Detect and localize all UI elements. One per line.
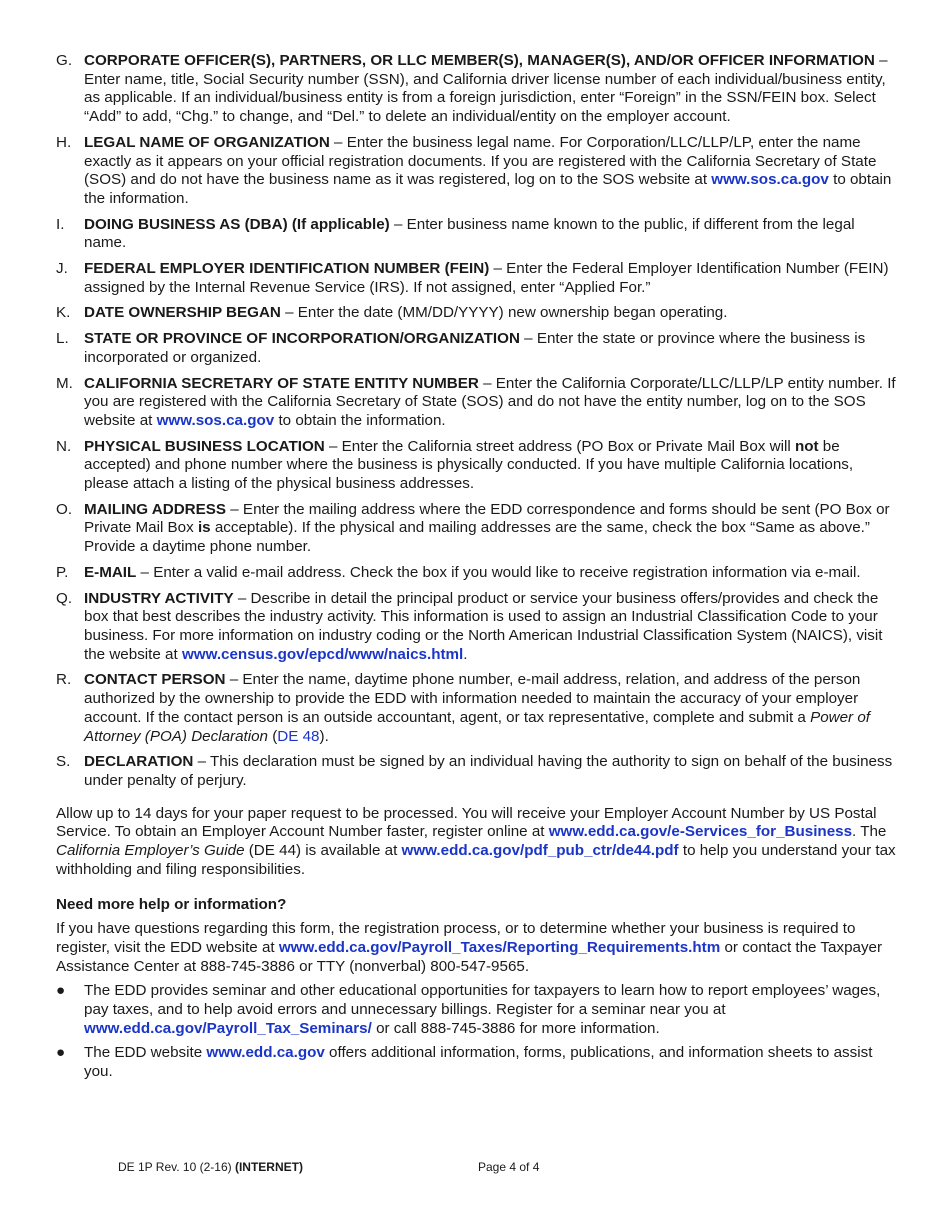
item-text: – This declaration must be signed by an individual having the authority to sign on behalf of the business under penalty of perjury. — [84, 753, 893, 789]
item-letter: R. — [56, 671, 72, 689]
item-letter: K. — [56, 304, 71, 322]
de44-guide-link[interactable]: www.edd.ca.gov/pdf_pub_ctr/de44.pdf — [401, 842, 679, 860]
form-id-text: DE 1P Rev. 10 (2-16) — [118, 1160, 235, 1174]
item-text-after: . — [463, 645, 468, 663]
form-id-internet: (INTERNET) — [234, 1160, 303, 1174]
item-heading: E-MAIL — [84, 563, 137, 581]
item-heading: CONTACT PERSON — [84, 671, 226, 689]
bullet-text: The EDD website — [84, 1044, 207, 1062]
help-paragraph — [56, 920, 898, 976]
item-text: – Enter the California Corporate/LLC/LLP/LP entity number. If you are registered with the California Secretary of State (SOS) and do not have the entity number, log on to the SOS website at — [84, 374, 896, 429]
item-text: – Enter name, title, Social Security number (SSN), and California driver license number of each individual/business entity, as applicable. If an individual/business entity is from a foreign jurisdiction, enter “Foreign” in the SSN/FEIN box. Select “Add” to add, “Chg.” to change, and “Del.” to delete an individual/entity on the employer account. — [84, 52, 888, 126]
bullet-text: offers additional information, forms, publications, and information sheets to assist you. — [84, 1044, 873, 1081]
item-text: – Enter the Federal Employer Identification Number (FEIN) assigned by the Internal Revenue Service (IRS). If not assigned, enter “Applied For.” — [84, 260, 889, 296]
item-heading: DECLARATION — [84, 753, 194, 771]
form-identifier — [118, 1159, 303, 1175]
instruction-item-o — [56, 501, 898, 557]
paragraph-text: to help you understand your tax withholding and filing responsibilities. — [56, 842, 896, 878]
bullet-text: The EDD provides seminar and other educational opportunities for taxpayers to learn how to report employees’ wages, pay taxes, and to help avoid errors and unnecessary billings. Register for a seminar near you at — [84, 982, 881, 1018]
item-heading: STATE OR PROVINCE OF INCORPORATION/ORGANIZATION — [84, 330, 520, 348]
item-text: – Enter the California street address (PO Box or Private Mail Box will — [324, 437, 795, 455]
instruction-item-q — [56, 590, 898, 665]
de48-form-link[interactable]: DE 48 — [277, 727, 320, 745]
item-letter: O. — [56, 500, 73, 518]
instruction-item-g — [56, 52, 898, 127]
help-heading: Need more help or information? — [56, 896, 287, 914]
reporting-requirements-link[interactable]: www.edd.ca.gov/Payroll_Taxes/Reporting_Requirements.htm — [278, 938, 721, 956]
instruction-item-k — [56, 304, 898, 323]
item-heading: FEDERAL EMPLOYER IDENTIFICATION NUMBER (FEIN) — [84, 260, 490, 278]
item-letter: G. — [56, 52, 73, 69]
item-heading: DOING BUSINESS AS (DBA) (If applicable) — [84, 215, 390, 233]
item-text: – Enter the name, daytime phone number, e-mail address, relation, and address of the person authorized by the ownership to provide the EDD with information needed to maintain the accuracy of your employer account. If the contact person is an outside accountant, agent, or tax representative, complete and submit a — [84, 671, 861, 726]
item-text: – Enter the date (MM/DD/YYYY) new ownership began operating. — [280, 304, 728, 322]
item-letter: P. — [56, 563, 69, 581]
item-text: – Enter business name known to the public, if different from the legal name. — [84, 215, 855, 252]
item-text: – Enter the state or province where the business is incorporated or organized. — [84, 330, 866, 366]
item-emphasis: is — [197, 519, 211, 537]
item-letter: J. — [56, 260, 68, 278]
item-text: – Enter the business legal name. For Corporation/LLC/LLP/LP, enter the name exactly as it appears on your official registration documents. If you are registered with the California Secretary of State (SOS) and do not have the business name as it was registered, log on to the SOS website at — [84, 133, 877, 189]
instruction-item-i — [56, 216, 898, 253]
edd-website-link[interactable]: www.edd.ca.gov — [206, 1044, 325, 1062]
item-text-after: acceptable). If the physical and mailing addresses are the same, check the box “Same as above.” Provide a daytime phone number. — [84, 519, 870, 556]
instruction-item-h — [56, 134, 898, 209]
item-text: – Enter a valid e-mail address. Check the box if you would like to receive registration information via e-mail. — [136, 563, 861, 581]
instruction-item-l — [56, 330, 898, 367]
sos-website-link[interactable]: www.sos.ca.gov — [711, 171, 829, 189]
item-heading: CORPORATE OFFICER(S), PARTNERS, OR LLC MEMBER(S), MANAGER(S), AND/OR OFFICER INFORMATION — [84, 52, 875, 69]
sos-website-link[interactable]: www.sos.ca.gov — [156, 411, 275, 429]
paragraph-text: If you have questions regarding this form, the registration process, or to determine whether your business is required to register, visit the EDD website at — [56, 920, 856, 956]
item-text-after: be accepted) and phone number where the business is physically conducted. If you have multiple California locations, please attach a listing of the physical business addresses. — [84, 437, 854, 493]
item-letter: N. — [56, 437, 72, 455]
instruction-item-m — [56, 375, 898, 431]
item-heading: PHYSICAL BUSINESS LOCATION — [84, 437, 325, 455]
item-letter: M. — [56, 374, 73, 392]
page-number: Page 4 of 4 — [478, 1160, 540, 1174]
processing-time-paragraph — [56, 805, 898, 880]
guide-title: California Employer’s Guide — [56, 842, 245, 860]
item-heading: DATE OWNERSHIP BEGAN — [84, 304, 281, 322]
item-letter: S. — [56, 753, 71, 771]
bullet-icon: ● — [56, 1044, 66, 1062]
item-letter: I. — [56, 215, 65, 233]
instruction-item-j — [56, 260, 898, 297]
instruction-item-r — [56, 671, 898, 746]
item-emphasis: not — [794, 437, 819, 455]
instruction-item-p — [56, 564, 898, 583]
item-letter: L. — [56, 330, 69, 348]
item-letter: Q. — [56, 589, 73, 607]
item-letter: H. — [56, 133, 72, 151]
seminars-link[interactable]: www.edd.ca.gov/Payroll_Tax_Seminars/ — [84, 1019, 372, 1037]
bullet-seminars — [56, 982, 898, 1038]
bullet-website — [56, 1044, 898, 1081]
item-text: – Describe in detail the principal product or service your business offers/provides and check the box that best describes the industry activity. This information is used to assign an Industrial Classification Code to your business. For more information on industry coding or the North American Industrial Classification System (NAICS), visit the website at — [84, 589, 883, 663]
instruction-item-n — [56, 438, 898, 494]
item-heading: LEGAL NAME OF ORGANIZATION — [84, 133, 330, 151]
item-text-mid: ( — [268, 727, 278, 745]
item-italic: Power of Attorney (POA) Declaration — [84, 708, 870, 745]
paragraph-text: Allow up to 14 days for your paper request to be processed. You will receive your Employer Account Number by US Postal Service. To obtain an Employer Account Number faster, register online at — [56, 804, 877, 841]
paragraph-text: . The — [852, 823, 887, 841]
e-services-link[interactable]: www.edd.ca.gov/e-Services_for_Business — [548, 823, 853, 841]
item-text-after: ). — [319, 727, 329, 745]
item-text-after: to obtain the information. — [274, 411, 446, 429]
bullet-icon: ● — [56, 982, 66, 1000]
naics-website-link[interactable]: www.census.gov/epcd/www/naics.html — [181, 645, 464, 663]
item-heading: CALIFORNIA SECRETARY OF STATE ENTITY NUMBER — [84, 374, 479, 392]
paragraph-text: or contact the Taxpayer Assistance Center at 888-745-3886 or TTY (nonverbal) 800-547-9565. — [56, 938, 883, 975]
item-text-after: to obtain the information. — [84, 171, 892, 207]
item-heading: MAILING ADDRESS — [84, 500, 227, 518]
instructions-page — [56, 52, 898, 1082]
bullet-text: or call 888-745-3886 for more information. — [371, 1019, 660, 1037]
item-heading: INDUSTRY ACTIVITY — [84, 589, 234, 607]
paragraph-text: (DE 44) is available at — [244, 842, 402, 860]
instruction-item-s — [56, 753, 898, 790]
item-text: – Enter the mailing address where the EDD correspondence and forms should be sent (PO Box or Private Mail Box — [84, 500, 890, 537]
